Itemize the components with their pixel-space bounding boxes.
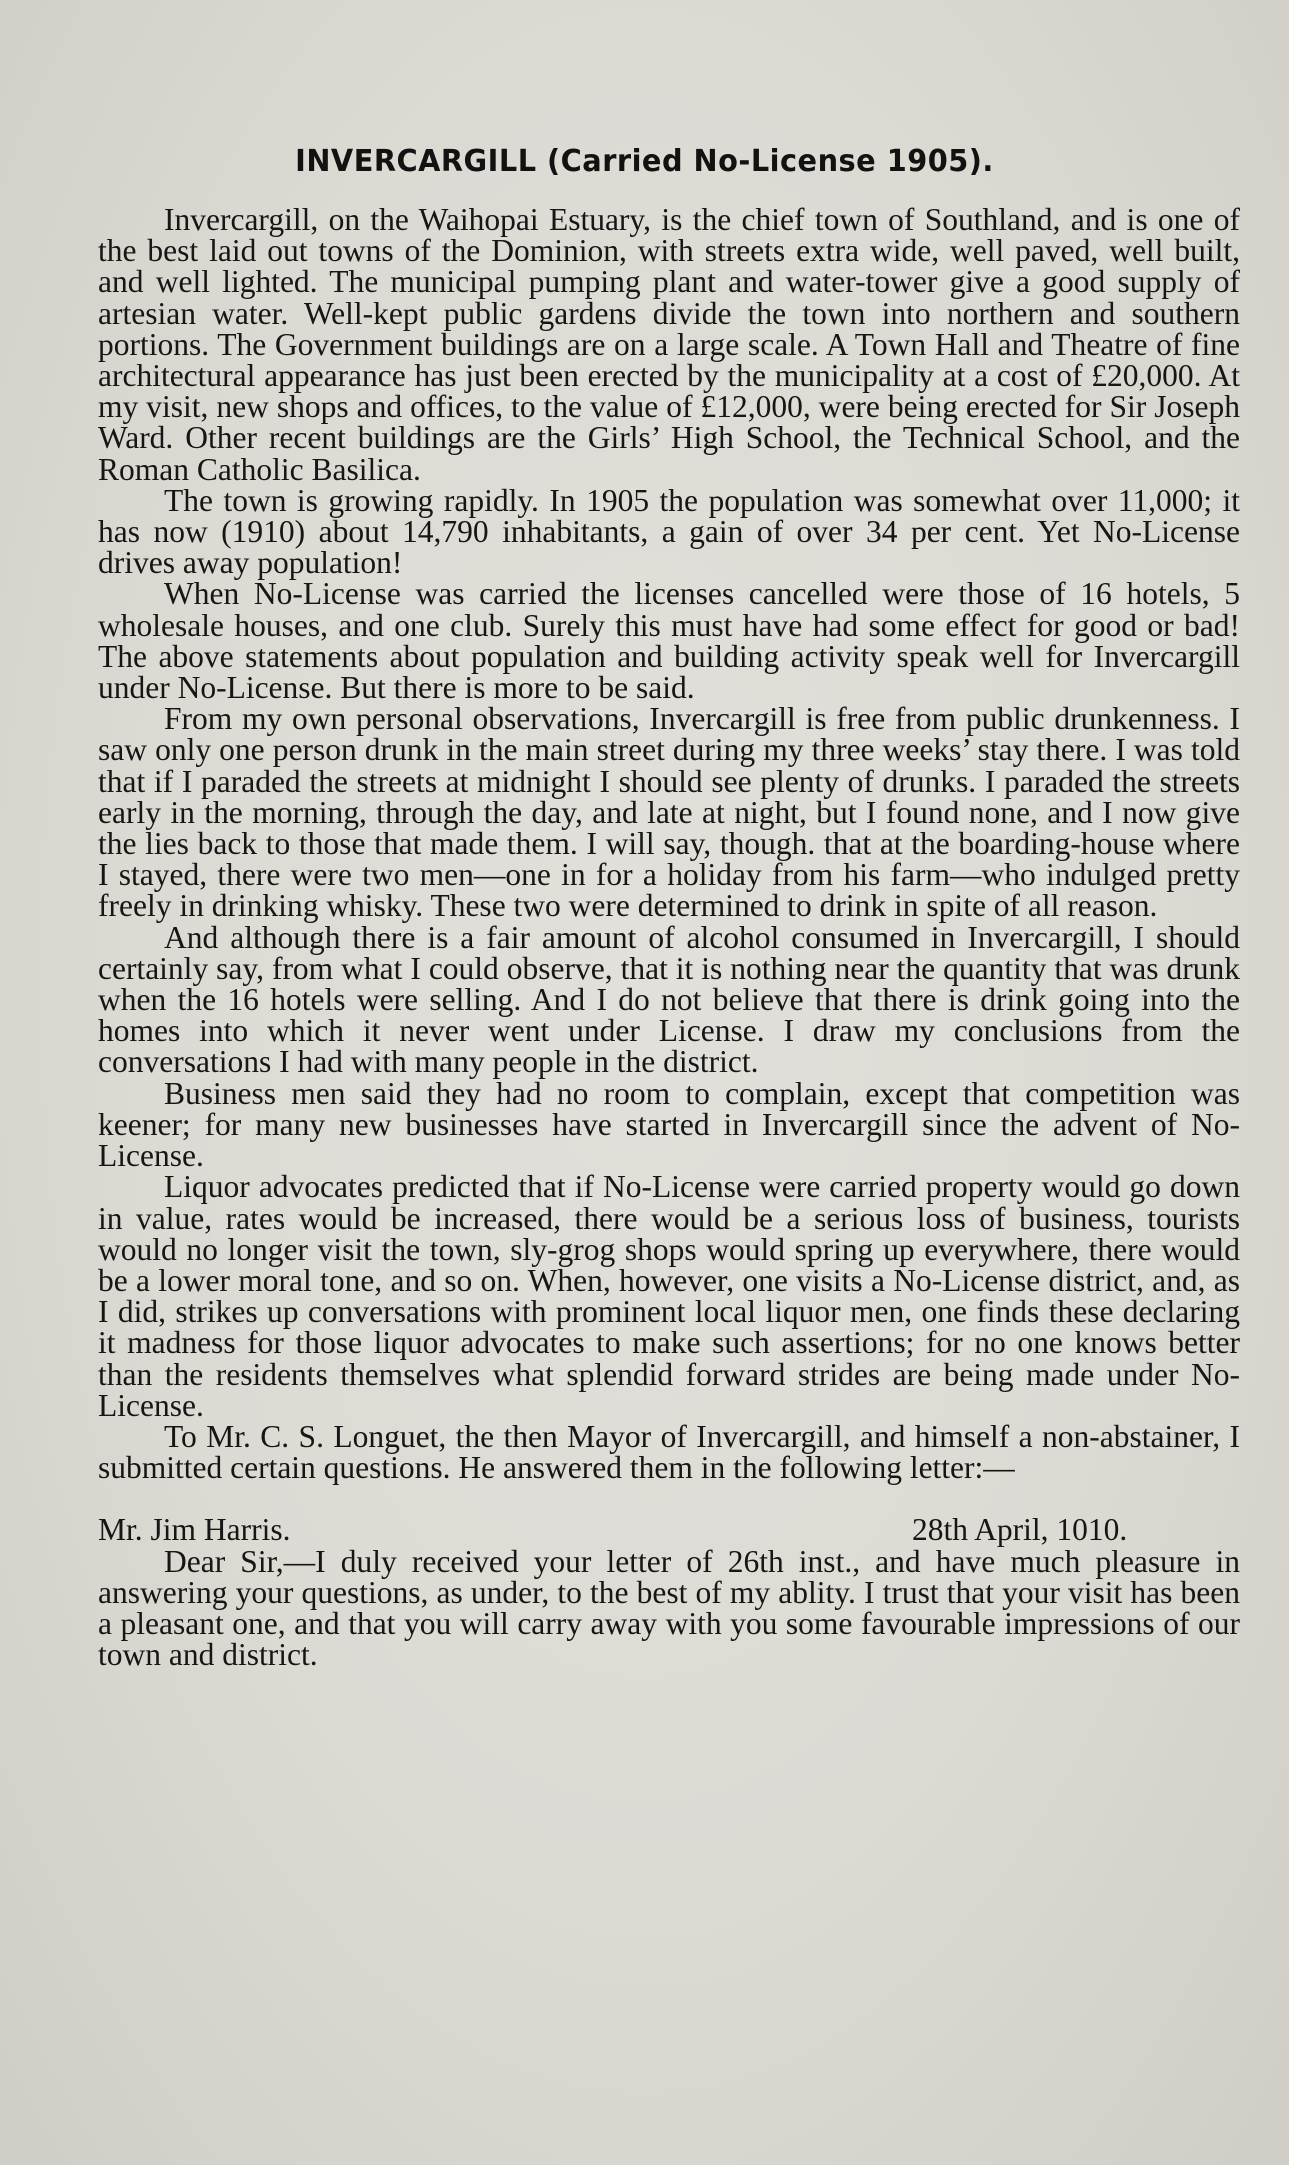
paragraph: Liquor advocates predicted that if No-License were carried property would go down in value, rates would be increased, there would be a serious loss of business, tourists would no longer visit the town, sly-grog shops would spring up everywhere, there would be a lower moral tone, and so on. When, however, one visits a No-License district, and, as I did, strikes up conversations with prominent local liquor men, one finds these declaring it madness for those liquor advocates to make such assertions; for no one knows better than the residents themselves what splendid forward strides are being made under No-License. [98, 1169, 1240, 1423]
body-text [98, 202, 1240, 1673]
letter-addressee: Mr. Jim Harris. [98, 1512, 291, 1548]
paragraph: When No-License was carried the licenses cancelled were those of 16 hotels, 5 wholesale houses, and one club. Surely this must have had some effect for good or bad! The above statements about population and building activity speak well for Invercargill under No-License. But there is more to be said. [98, 576, 1240, 706]
letter-header [98, 1512, 1240, 1548]
paragraph: The town is growing rapidly. In 1905 the population was somewhat over 11,000; it has now (1910) about 14,790 inhabitants, a gain of over 34 per cent. Yet No-License drives away population! [98, 482, 1240, 581]
paragraph: Invercargill, on the Waihopai Estuary, is the chief town of Southland, and is one of the best laid out towns of the Dominion, with streets extra wide, well paved, well built, and well lighted. The municipal pumping plant and water-tower give a good supply of artesian water. Well-kept public gardens divide the town into northern and southern portions. The Government buildings are on a large scale. A Town Hall and Theatre of fine architectural appearance has just been erected by the municipality at a cost of £20,000. At my visit, new shops and offices, to the value of £12,000, were being erected for Sir Joseph Ward. Other recent buildings are the Girls’ High School, the Technical School, and the Roman Catholic Basilica. [98, 202, 1240, 487]
letter-body: Dear Sir,—I duly received your letter of 26th inst., and have much pleasure in answering your questions, as under, to the best of my ablity. I trust that your visit has been a pleasant one, and that you will carry away with you some favourable impressions of our town and district. [98, 1543, 1240, 1673]
page-heading: INVERCARGILL (Carried No-License 1905). [295, 144, 994, 179]
paragraph: From my own personal observations, Invercargill is free from public drunkenness. I saw only one person drunk in the main street during my three weeks’ stay there. I was told that if I paraded the streets at midnight I should see plenty of drunks. I paraded the streets early in the morning, through the day, and late at night, but I found none, and I now give the lies back to those that made them. I will say, though. that at the boarding-house where I stayed, there were two men—one in for a holiday from his farm—who indulged pretty freely in drinking whisky. These two were determined to drink in spite of all reason. [98, 701, 1240, 924]
paragraph: Business men said they had no room to complain, except that competition was keener; for many new businesses have started in Invercargill since the advent of No-License. [98, 1075, 1240, 1174]
paragraph: And although there is a fair amount of alcohol consumed in Invercargill, I should certainly say, from what I could observe, that it is nothing near the quantity that was drunk when the 16 hotels were selling. And I do not believe that there is drink going into the homes into which it never went under License. I draw my conclusions from the conversations I had with many people in the district. [98, 919, 1240, 1080]
letter-date: 28th April, 1010. [912, 1512, 1128, 1548]
paragraph: To Mr. C. S. Longuet, the then Mayor of Invercargill, and himself a non-abstainer, I submitted certain questions. He answered them in the following letter:— [98, 1418, 1240, 1486]
